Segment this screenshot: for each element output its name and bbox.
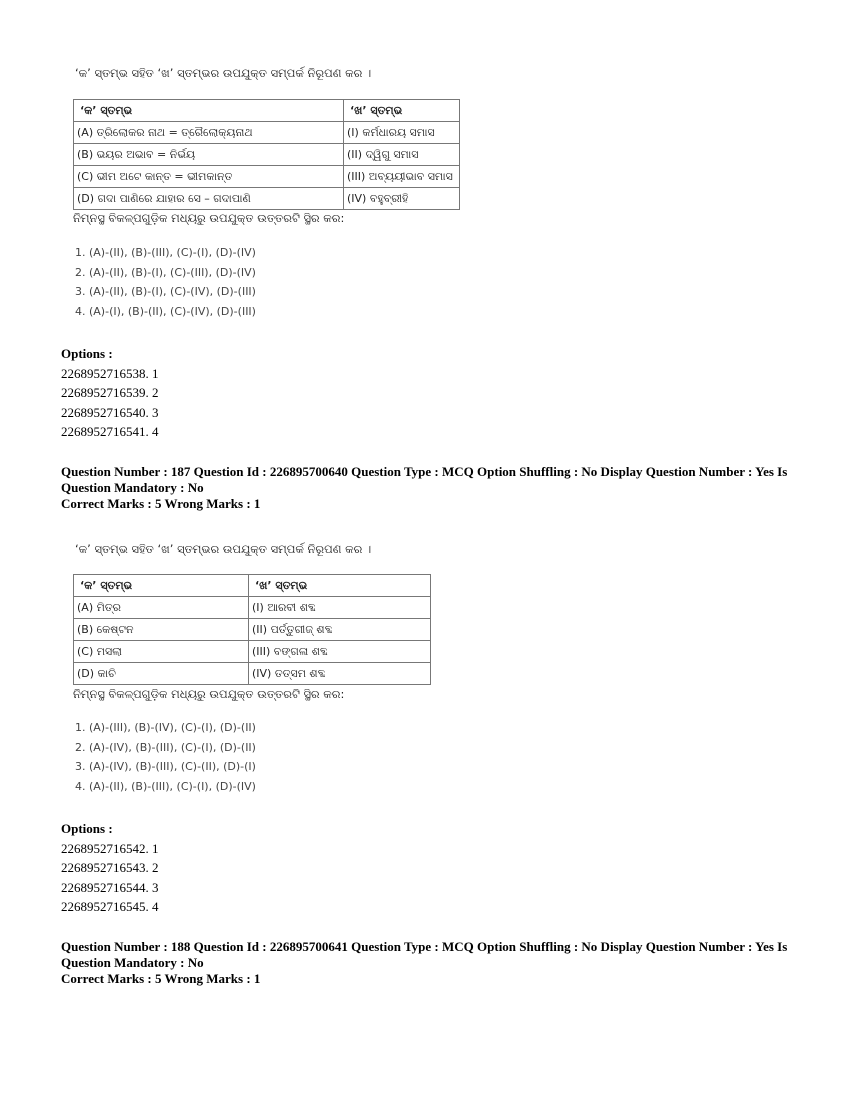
column-header: ‘ଖ’ ସ୍ତମ୍ଭ [344, 100, 460, 122]
table-cell: (III) ଅବ୍ୟୟୀଭାବ ସମାସ [344, 166, 460, 188]
table-cell: (D) କାଚି [74, 663, 249, 685]
choice-item: 4. (A)-(II), (B)-(III), (C)-(I), (D)-(IV) [75, 779, 256, 793]
instruction-text: ନିମ୍ନସ୍ଥ ବିକଳ୍ପଗୁଡ଼ିକ ମଧ୍ୟରୁ ଉପଯୁକ୍ତ ଉତ୍ତରଟି ସ୍ଥିର କର: [73, 687, 345, 701]
option-id: 2268952716545. 4 [61, 899, 159, 914]
option-id: 2268952716538. 1 [61, 365, 159, 381]
table-cell: (A) ମିତ୍ର [74, 597, 249, 619]
match-table [73, 574, 431, 685]
options-label: Options : [61, 821, 113, 836]
table-cell: (II) ଦ୍ୱିଗୁ ସମାସ [344, 144, 460, 166]
option-id: 2268952716542. 1 [61, 840, 159, 856]
table-cell: (D) ଗଦା ପାଣିରେ ଯାହାର ସେ – ଗଦାପାଣି [74, 188, 344, 210]
column-header: ‘କ’ ସ୍ତମ୍ଭ [74, 575, 249, 597]
options-list [61, 819, 159, 917]
choice-item: 1. (A)-(II), (B)-(III), (C)-(I), (D)-(IV) [75, 246, 256, 259]
table-cell: (B) ଭୟର ଅଭାବ = ନିର୍ଭୟ [74, 144, 344, 166]
options-list [61, 344, 159, 442]
table-row [74, 663, 431, 685]
table-cell: (II) ପର୍ତ୍ତୁଗୀଜ୍ ଶବ୍ଦ [249, 619, 431, 641]
table-row [74, 641, 431, 663]
option-id: 2268952716539. 2 [61, 385, 159, 400]
option-id: 2268952716540. 3 [61, 404, 159, 420]
option-id: 2268952716544. 3 [61, 879, 159, 895]
choice-item: 3. (A)-(IV), (B)-(III), (C)-(II), (D)-(I) [75, 760, 256, 773]
choice-item: 4. (A)-(I), (B)-(II), (C)-(IV), (D)-(III) [75, 304, 256, 318]
choice-item: 1. (A)-(III), (B)-(IV), (C)-(I), (D)-(II) [75, 721, 256, 734]
question-meta [61, 464, 801, 512]
table-cell: (I) ଆରବୀ ଶବ୍ଦ [249, 597, 431, 619]
marks-line: Correct Marks : 5 Wrong Marks : 1 [61, 496, 261, 511]
choice-item: 2. (A)-(IV), (B)-(III), (C)-(I), (D)-(II) [75, 740, 256, 754]
column-header: ‘କ’ ସ୍ତମ୍ଭ [74, 100, 344, 122]
table-cell: (B) କେଷ୍ଟନ [74, 619, 249, 641]
match-table [73, 99, 460, 210]
table-cell: (IV) ବହୁବ୍ରୀହି [344, 188, 460, 210]
table-row [74, 122, 460, 144]
table-cell: (IV) ତତ୍ସମ ଶବ୍ଦ [249, 663, 431, 685]
option-id: 2268952716541. 4 [61, 424, 159, 439]
option-id: 2268952716543. 2 [61, 860, 159, 875]
table-row [74, 619, 431, 641]
table-cell: (C) ମସଲା [74, 641, 249, 663]
column-header: ‘ଖ’ ସ୍ତମ୍ଭ [249, 575, 431, 597]
table-row [74, 144, 460, 166]
table-cell: (I) କର୍ମଧାରୟ ସମାସ [344, 122, 460, 144]
instruction-text: ନିମ୍ନସ୍ଥ ବିକଳ୍ପଗୁଡ଼ିକ ମଧ୍ୟରୁ ଉପଯୁକ୍ତ ଉତ୍ତରଟି ସ୍ଥିର କର: [73, 211, 345, 225]
question-prompt: ‘କ’ ସ୍ତମ୍ଭ ସହିତ ‘ଖ’ ସ୍ତମ୍ଭର ଉପଯୁକ୍ତ ସମ୍ପର୍କ ନିରୂପଣ କର । [75, 542, 372, 556]
choice-item: 2. (A)-(II), (B)-(I), (C)-(III), (D)-(IV) [75, 265, 256, 279]
answer-choices [75, 243, 256, 321]
options-label: Options : [61, 346, 113, 361]
table-cell: (A) ତ୍ରିଲୋକର ନାଥ = ତ୍ରୈଲୋକ୍ୟନାଥ [74, 122, 344, 144]
question-meta-line: Question Number : 188 Question Id : 226895700641 Question Type : MCQ Option Shuffling : No Display Question Number : Yes Is Question Mandatory : No [61, 939, 788, 970]
marks-line: Correct Marks : 5 Wrong Marks : 1 [61, 971, 261, 986]
table-cell: (C) ଭୀମ ଅଟେ କାନ୍ତ = ଭୀମକାନ୍ତ [74, 166, 344, 188]
question-meta-line: Question Number : 187 Question Id : 226895700640 Question Type : MCQ Option Shuffling : No Display Question Number : Yes Is Question Mandatory : No [61, 464, 788, 495]
table-row [74, 166, 460, 188]
question-prompt: ‘କ’ ସ୍ତମ୍ଭ ସହିତ ‘ଖ’ ସ୍ତମ୍ଭର ଉପଯୁକ୍ତ ସମ୍ପର୍କ ନିରୂପଣ କର । [75, 66, 372, 80]
table-row [74, 597, 431, 619]
answer-choices [75, 718, 256, 796]
table-cell: (III) ବଙ୍ଗଳା ଶବ୍ଦ [249, 641, 431, 663]
choice-item: 3. (A)-(II), (B)-(I), (C)-(IV), (D)-(III) [75, 285, 256, 298]
table-row [74, 188, 460, 210]
question-meta [61, 939, 801, 987]
